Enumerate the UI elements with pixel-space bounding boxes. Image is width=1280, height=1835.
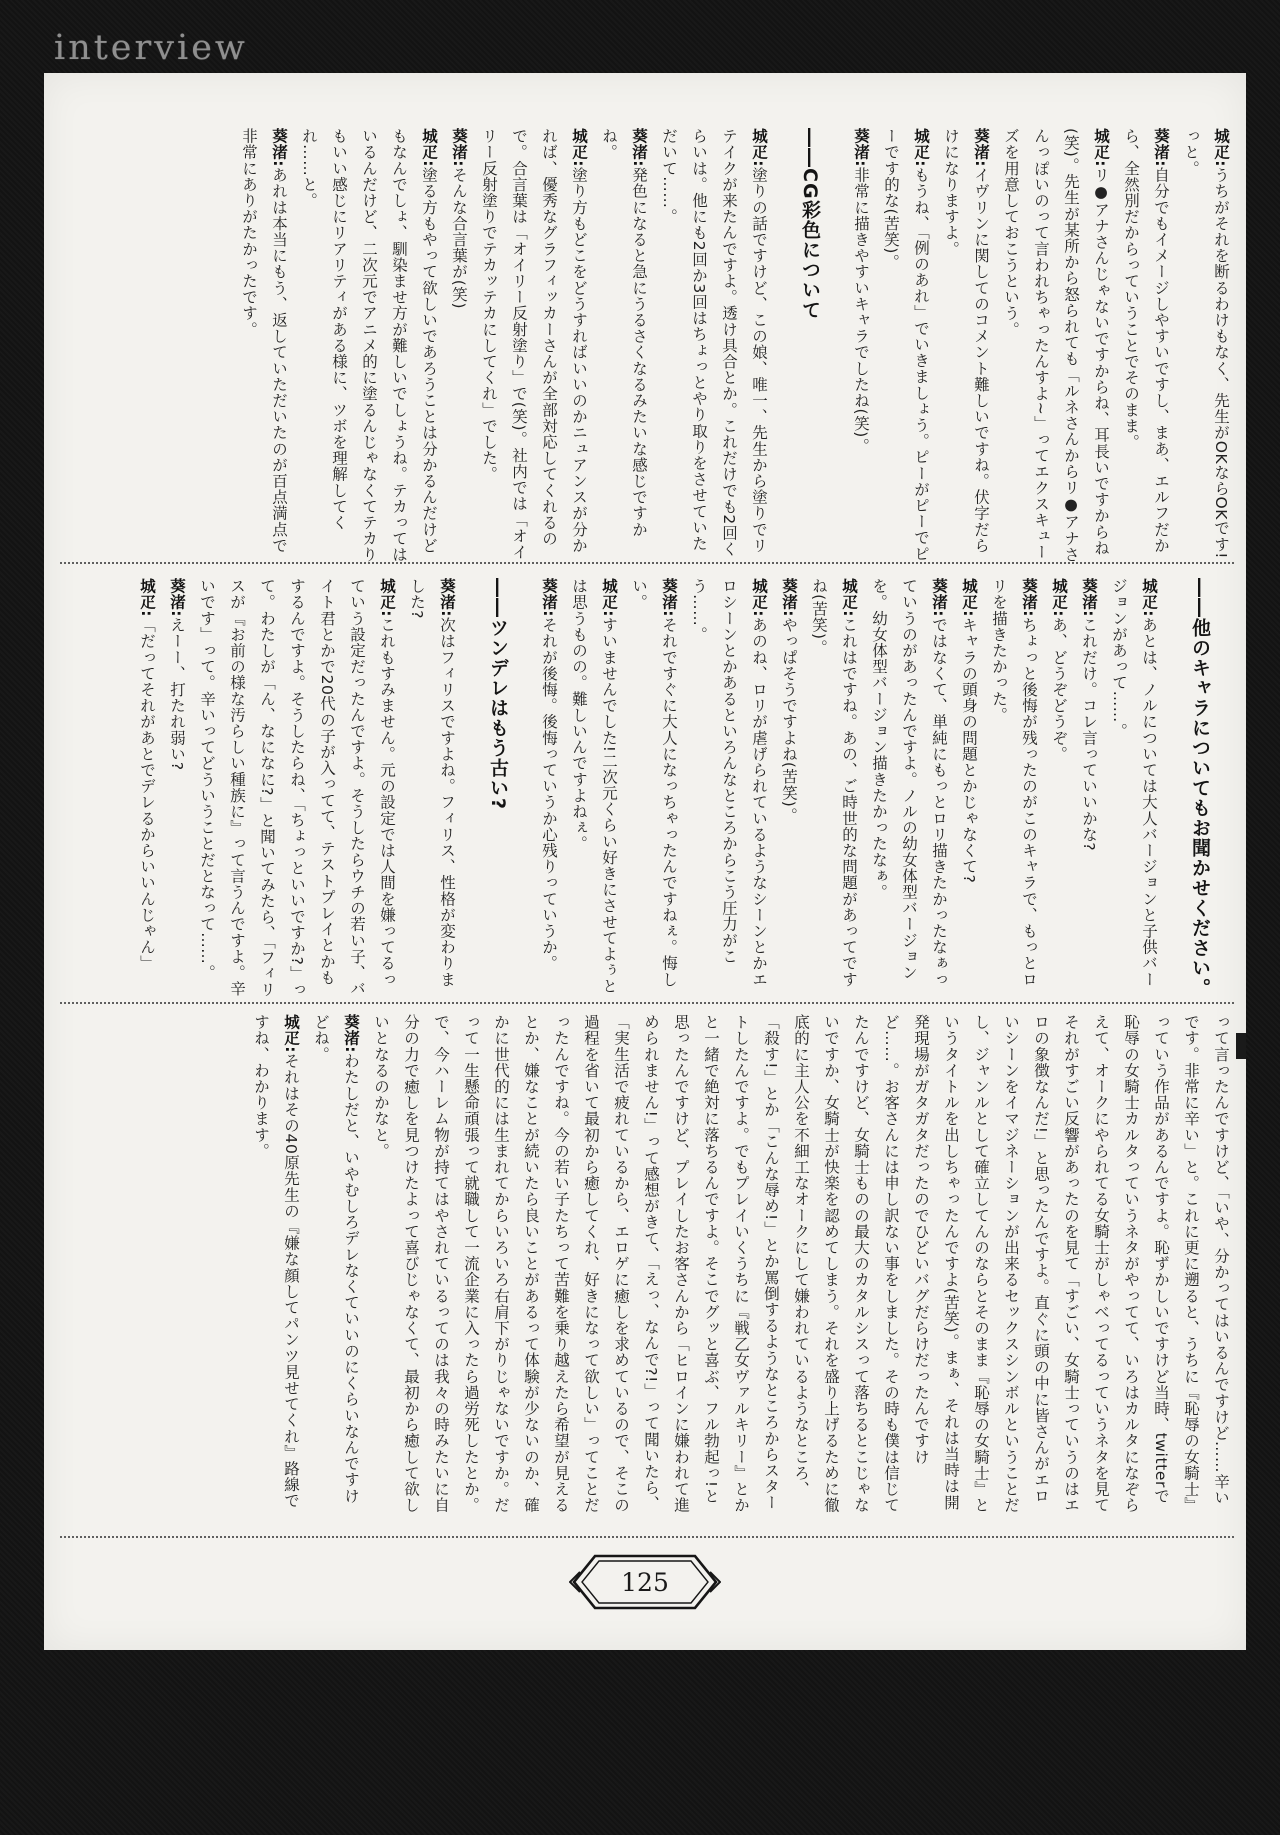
dialogue-paragraph: 城疋:あ、どうぞどうぞ。 (1050, 578, 1068, 762)
speaker-name: 城疋: (138, 578, 156, 617)
dialogue-paragraph: 城疋:すいませんでした!二次元くらい好きにさせてよぅとは思うものの。難しいんですよねぇ。 (570, 578, 618, 995)
dialogue-paragraph: 葵渚:発色になると急にうるさくなるみたいな感じですかね。 (600, 128, 648, 538)
interview-section-1 (58, 128, 1236, 564)
paper-area (44, 73, 1246, 1650)
speaker-name: 城疋: (1092, 128, 1110, 167)
dialogue-paragraph: 葵渚:次はフィリスですよね。フィリス、性格が変わりました? (408, 578, 456, 988)
dialogue-paragraph: 城疋:あのね、ロリが虐げられているようなシーンとかエロシーンとかあるといろんなところからこう圧力がこう……。 (690, 578, 768, 988)
dialogue-paragraph: 城疋:あとは、ノルについては大人バージョンと子供バージョンがあって……。 (1110, 578, 1158, 988)
speaker-name: 葵渚: (270, 128, 288, 167)
dialogue-paragraph: 葵渚:ちょっと後悔が残ったのがこのキャラで、もっとロリを描きたかった。 (990, 578, 1038, 988)
dialogue-paragraph: 城疋:塗る方もやって欲しいであろうことは分かるんだけどもなんでしょ、馴染ませ方が難しいでしょうね。テカってはいるんだけど、二次元でアニメ的に塗るんじゃなくてテカりもいい感じにリアリティがある様に、ツボを理解してくれ……と。 (300, 128, 438, 563)
speaker-name: 葵渚: (660, 578, 678, 617)
dialogue-paragraph: 葵渚:わたしだと、いやむしろデレなくていいのにくらいなんですけどね。 (312, 1014, 360, 1504)
dialogue-paragraph: 城疋:キャラの頭身の問題とかじゃなくて? (960, 578, 978, 884)
speaker-name: 城疋: (912, 128, 930, 167)
scan-edge-mark (1236, 1033, 1246, 1059)
speaker-name: 城疋: (282, 1014, 300, 1053)
speaker-name: 城疋: (1212, 128, 1230, 167)
speaker-name: 葵渚: (852, 128, 870, 167)
dialogue-paragraph: 城疋:もうね、「例のあれ」でいきましょう。ピーがピーでピーです的な(苦笑)。 (882, 128, 930, 562)
speaker-name: 葵渚: (930, 578, 948, 617)
dialogue-paragraph: 城疋:それはその40原先生の『嫌な顔してパンツ見せてくれ』路線ですね、わかります。 (252, 1014, 300, 1509)
interview-section-3 (58, 1014, 1236, 1514)
interview-section-2 (58, 578, 1236, 998)
dialogue-paragraph: 葵渚:これだけ。コレ言っていいかな? (1080, 578, 1098, 852)
speaker-name: 城疋: (1050, 578, 1068, 617)
dialogue-paragraph: って言ったんですけど、「いや、分かってはいるんですけど……辛いです。非常に辛い」と。これに更に遡ると、うちに『恥辱の女騎士』っていう作品があるんですよ。恥ずかしいですけど当時、twitterで恥辱の女騎士カルタっていうネタがやってて、いろはカルタになぞらえて、オークにやられてる女騎士がしゃべってるっていうネタを見てそれがすごい反響があったのを見て「すごい、女騎士っていうのはエロの象徴なんだ!」と思ったんですよ。直ぐに頭の中に皆さんがエロいシーンをイマジネーションが出来るセックスシンボルということだし、ジャンルとして確立してんのならとそのまま『恥辱の女騎士』というタイトルを出しちゃったんですよ(苦笑)。まぁ、それは当時は開発現場がガタガタだったのでひどいバグだらけだったんですけど……。お客さんには申し訳ない事をしました。その時も僕は信じてたんですけど、女騎士ものの最大のカタルシスって落ちるとこじゃないですか、女騎士が快楽を認めてしまう。それを盛り上げるために徹底的に主人公を不細工なオークにして嫌われているようなところ、「殺す!」とか「こんな辱め!」とか罵倒するようなところからスタートしたんですよ。でもプレイいくうちに『戦乙女ヴァルキリー』とかと一緒で絶対に落ちるんですよ。そこでグッと喜ぶ、フル勃起っ!と思ったんですけど、プレイしたお客さんから「ヒロインに嫌われて進められません!」って感想がきて、「えっ、なんで?!」って聞いたら、「実生活で疲れているから、エロゲに癒しを求めているので、そこの過程を省いて最初から癒してくれ、好きになって欲しい」ってことだったんですね。今の若い子たちって苦難を乗り越えたら希望が見えるとか、嫌なことが続いたら良いことがあるって体験が少ないのか、確かに世代的には生まれてからいろいろ右肩下がりじゃないですか。だって一生懸命頑張って就職して一流企業に入ったら過労死したとか。で、今ハーレム物が持てはやされているってのは我々の時みたいに自分の力で癒しを見つけたよって喜びじゃなくて、最初から癒して欲しいとなるのかなと。 (372, 1014, 1230, 1514)
dialogue-paragraph: 城疋:「だってそれがあとでデレるからいいんじゃん」 (138, 578, 156, 972)
dialogue-paragraph: 城疋:これはですね。あの、ご時世的な問題があってですね(苦笑)。 (810, 578, 858, 988)
dialogue-paragraph: 城疋:うちがそれを断るわけもなく、先生がOKならOKです!っと。 (1182, 128, 1230, 560)
dialogue-paragraph: 葵渚:ではなくて、単純にもっとロリ描きたかったなぁっていうのがあったんですよ。ノルの幼女体型バージョンを。幼女体型バージョン描きたかったなぁ。 (870, 578, 948, 988)
dialogue-paragraph: 葵渚:自分でもイメージしやすいですし、まあ、エルフだから、全然別だからっていうことでそのまま。 (1122, 128, 1170, 554)
section-divider-2 (60, 1002, 1234, 1004)
speaker-name: 城疋: (378, 578, 396, 617)
speaker-name: 城疋: (750, 578, 768, 617)
dialogue-paragraph: 葵渚:やっぱそうですよね(苦笑)。 (780, 578, 798, 824)
section-heading: ――CG彩色について (799, 128, 821, 320)
speaker-name: 葵渚: (540, 578, 558, 617)
speaker-name: 葵渚: (1152, 128, 1170, 167)
speaker-name: 葵渚: (168, 578, 186, 617)
speaker-name: 城疋: (960, 578, 978, 617)
page-number-ornament (569, 1551, 721, 1613)
speaker-name: 城疋: (750, 128, 768, 167)
page-number-container (44, 1551, 1246, 1613)
dialogue-paragraph: 葵渚:そんな合言葉が(笑) (450, 128, 468, 310)
speaker-name: 葵渚: (972, 128, 990, 167)
dialogue-paragraph: 城疋:塗り方もどこをどうすればいいのかニュアンスが分かれば、優秀なグラフィッカーさんが全部対応してくれるので。合言葉は「オイリー反射塗り」で(笑)。社内では「オイリー反射塗りでテカッテカにしてくれ」でした。 (480, 128, 588, 560)
speaker-name: 城疋: (570, 128, 588, 167)
dialogue-paragraph: 城疋:これもすみません。元の設定では人間を嫌ってるっていう設定だったんですよ。そうしたらウチの若い子、バイト君とかで20代の子が入ってて、テストプレイとかもするんですよ。そうしたらね、「ちょっといいですか?」って。わたしが「ん、なになに?」と聞いてみたら、「フィリスが『お前の様な汚らしい種族に』って言うんですよ。辛いです」って。辛いってどういうことだとなって……。 (198, 578, 396, 998)
speaker-name: 葵渚: (438, 578, 456, 617)
dialogue-paragraph: 葵渚:イヴリンに関してのコメント難しいですね。伏字だらけになりますよ。 (942, 128, 990, 554)
section-divider-3 (60, 1536, 1234, 1538)
speaker-name: 葵渚: (450, 128, 468, 167)
speaker-name: 城疋: (420, 128, 438, 167)
page-number: 125 (621, 1568, 669, 1597)
speaker-name: 葵渚: (630, 128, 648, 167)
speaker-name: 城疋: (1140, 578, 1158, 617)
speaker-name: 城疋: (840, 578, 858, 617)
section-heading: ――ツンデレはもう古い? (487, 578, 509, 811)
speaker-name: 葵渚: (1080, 578, 1098, 617)
interview-header-label: interview (54, 28, 248, 68)
dialogue-paragraph: 葵渚:えーー、打たれ弱い? (168, 578, 186, 771)
speaker-name: 葵渚: (780, 578, 798, 617)
dialogue-paragraph: 葵渚:それが後悔。後悔っていうか心残りっていうか。 (540, 578, 558, 972)
section-heading: ――他のキャラについてもお聞かせください。 (1189, 578, 1211, 998)
dialogue-paragraph: 葵渚:あれは本当にもう、返していただいたのが百点満点で非常にありがたかったです。 (240, 128, 288, 554)
dialogue-paragraph: 葵渚:それですぐに大人になっちゃったんですねぇ。悔しい。 (630, 578, 678, 988)
speaker-name: 葵渚: (1020, 578, 1038, 617)
dialogue-paragraph: 城疋:塗りの話ですけど、この娘、唯一、先生から塗りでリテイクが来たんですよ。透け具合とか。これだけでも2回くらいは。他にも2回か3回はちょっとやり取りをさせていただいて……。 (660, 128, 768, 558)
dialogue-paragraph: 葵渚:非常に描きやすいキャラでしたね(笑)。 (852, 128, 870, 454)
speaker-name: 城疋: (600, 578, 618, 617)
dialogue-paragraph: 城疋:リ●アナさんじゃないですからね、耳長いですからね(笑)。先生が某所から怒られても「ルネさんからリ●アナさんっぽいのって言われちゃったんすよ~」ってエクスキューズを用意しておこうという。 (1002, 128, 1110, 563)
section-divider-1 (60, 562, 1234, 564)
speaker-name: 葵渚: (342, 1014, 360, 1053)
